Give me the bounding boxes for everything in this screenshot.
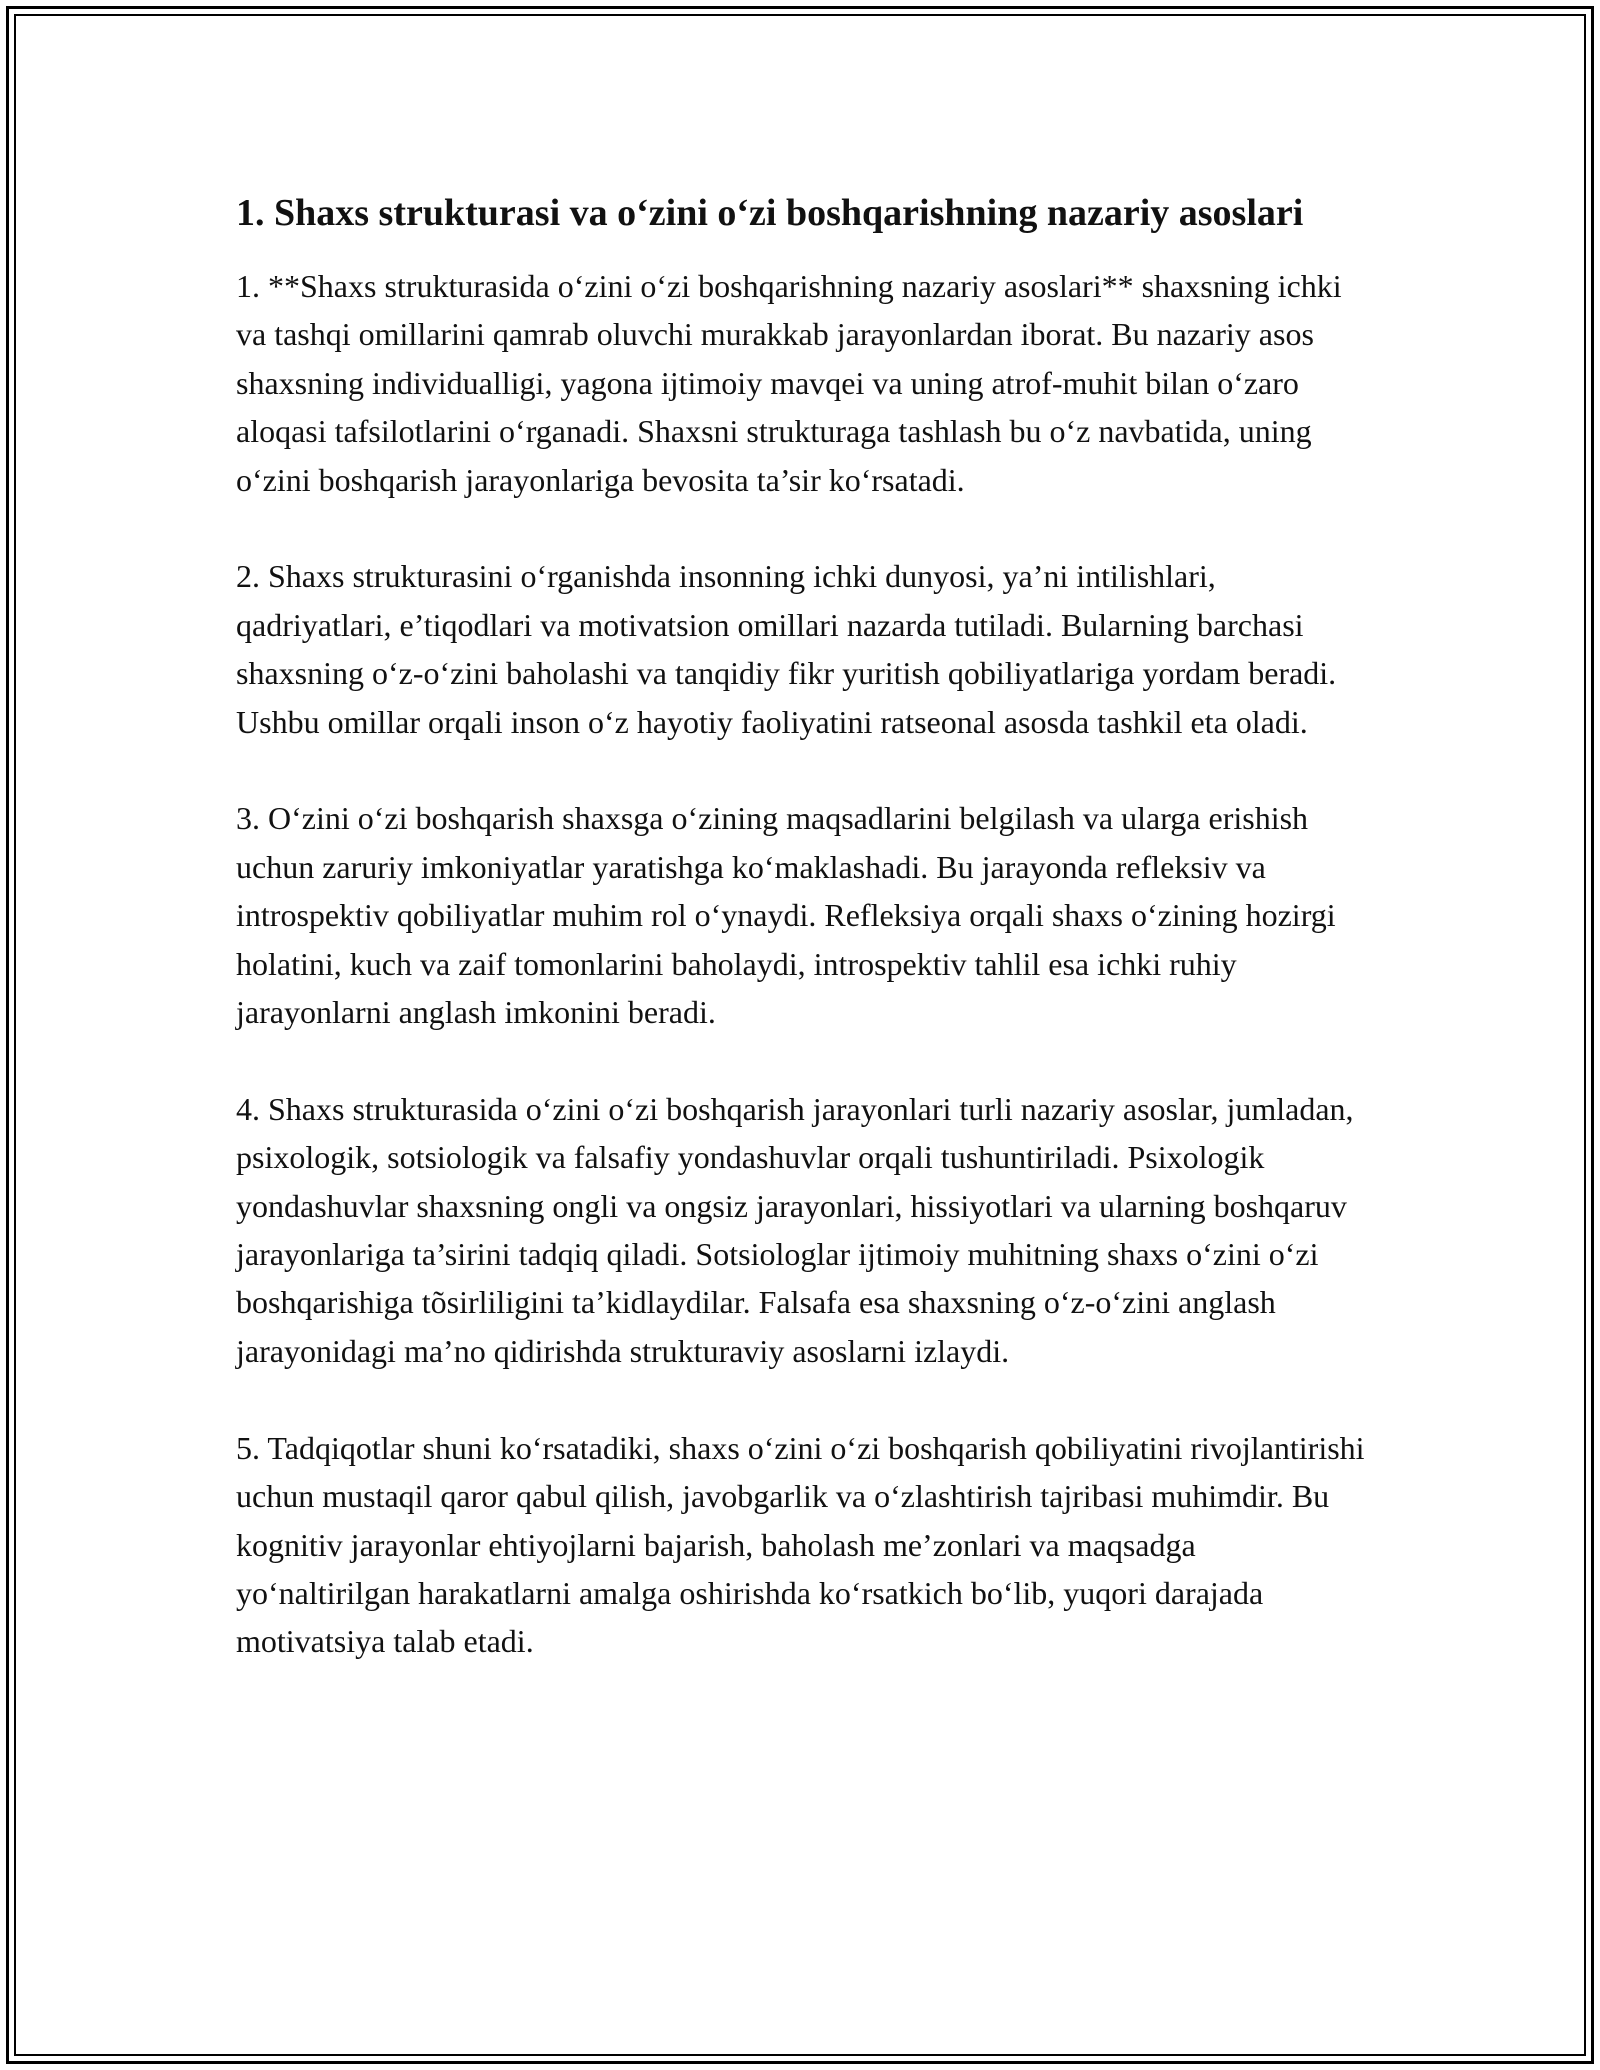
document-body — [236, 186, 1376, 1714]
section-heading: 1. Shaxs strukturasi va o‘zini o‘zi boshqarishning nazariy asoslari — [236, 192, 1304, 234]
paragraph-2: 2. Shaxs strukturasini o‘rganishda insonning ichki dunyosi, ya’ni intilishlari, qadriyatlari, e’tiqodlari va motivatsion omillari nazarda tutiladi. Bularning barchasi shaxsning o‘z-o‘zini baholashi va tanqidiy fikr yuritish qobiliyatlariga yordam beradi. Ushbu omillar orqali inson o‘z hayotiy faoliyatini ratseonal asosda tashkil eta oladi. — [236, 558, 1337, 740]
paragraph-5: 5. Tadqiqotlar shuni ko‘rsatadiki, shaxs o‘zini o‘zi boshqarish qobiliyatini rivojlantirishi uchun mustaqil qaror qabul qilish, javobgarlik va o‘zlashtirish tajribasi muhimdir. Bu kognitiv jarayonlar ehtiyojlarni bajarish, baholash me’zonlari va maqsadga yo‘naltirilgan harakatlarni amalga oshirishda ko‘rsatkich bo‘lib, yuqori darajada motivatsiya talab etadi. — [236, 1429, 1365, 1660]
paragraph-1: 1. **Shaxs strukturasida o‘zini o‘zi boshqarishning nazariy asoslari** shaxsning ichki va tashqi omillarini qamrab oluvchi murakkab jarayonlardan iborat. Bu nazariy asos shaxsning individualligi, yagona ijtimoiy mavqei va uning atrof-muhit bilan o‘zaro aloqasi tafsilotlarini o‘rganadi. Shaxsni strukturaga tashlash bu o‘z navbatida, uning o‘zini boshqarish jarayonlariga bevosita ta’sir ko‘rsatadi. — [236, 268, 1342, 498]
paragraph-3: 3. O‘zini o‘zi boshqarish shaxsga o‘zining maqsadlarini belgilash va ularga erishish uchun zaruriy imkoniyatlar yaratishga ko‘maklashadi. Bu jarayonda refleksiv va introspektiv qobiliyatlar muhim rol o‘ynaydi. Refleksiya orqali shaxs o‘zining hozirgi holatini, kuch va zaif tomonlarini baholaydi, introspektiv tahlil esa ichki ruhiy jarayonlarni anglash imkonini beradi. — [236, 800, 1336, 1031]
paragraph-4: 4. Shaxs strukturasida o‘zini o‘zi boshqarish jarayonlari turli nazariy asoslar, jumladan, psixologik, sotsiologik va falsafiy yondashuvlar orqali tushuntiriladi. Psixologik yondashuvlar shaxsning ongli va ongsiz jarayonlari, hissiyotlari va ularning boshqaruv jarayonlariga ta’sirini tadqiq qiladi. Sotsiologlar ijtimoiy muhitning shaxs o‘zini o‘zi boshqarishiga tõsirliligini ta’kidlaydilar. Falsafa esa shaxsning o‘z-o‘zini anglash jarayonidagi ma’no qidirishda strukturaviy asoslarni izlaydi. — [236, 1090, 1354, 1369]
